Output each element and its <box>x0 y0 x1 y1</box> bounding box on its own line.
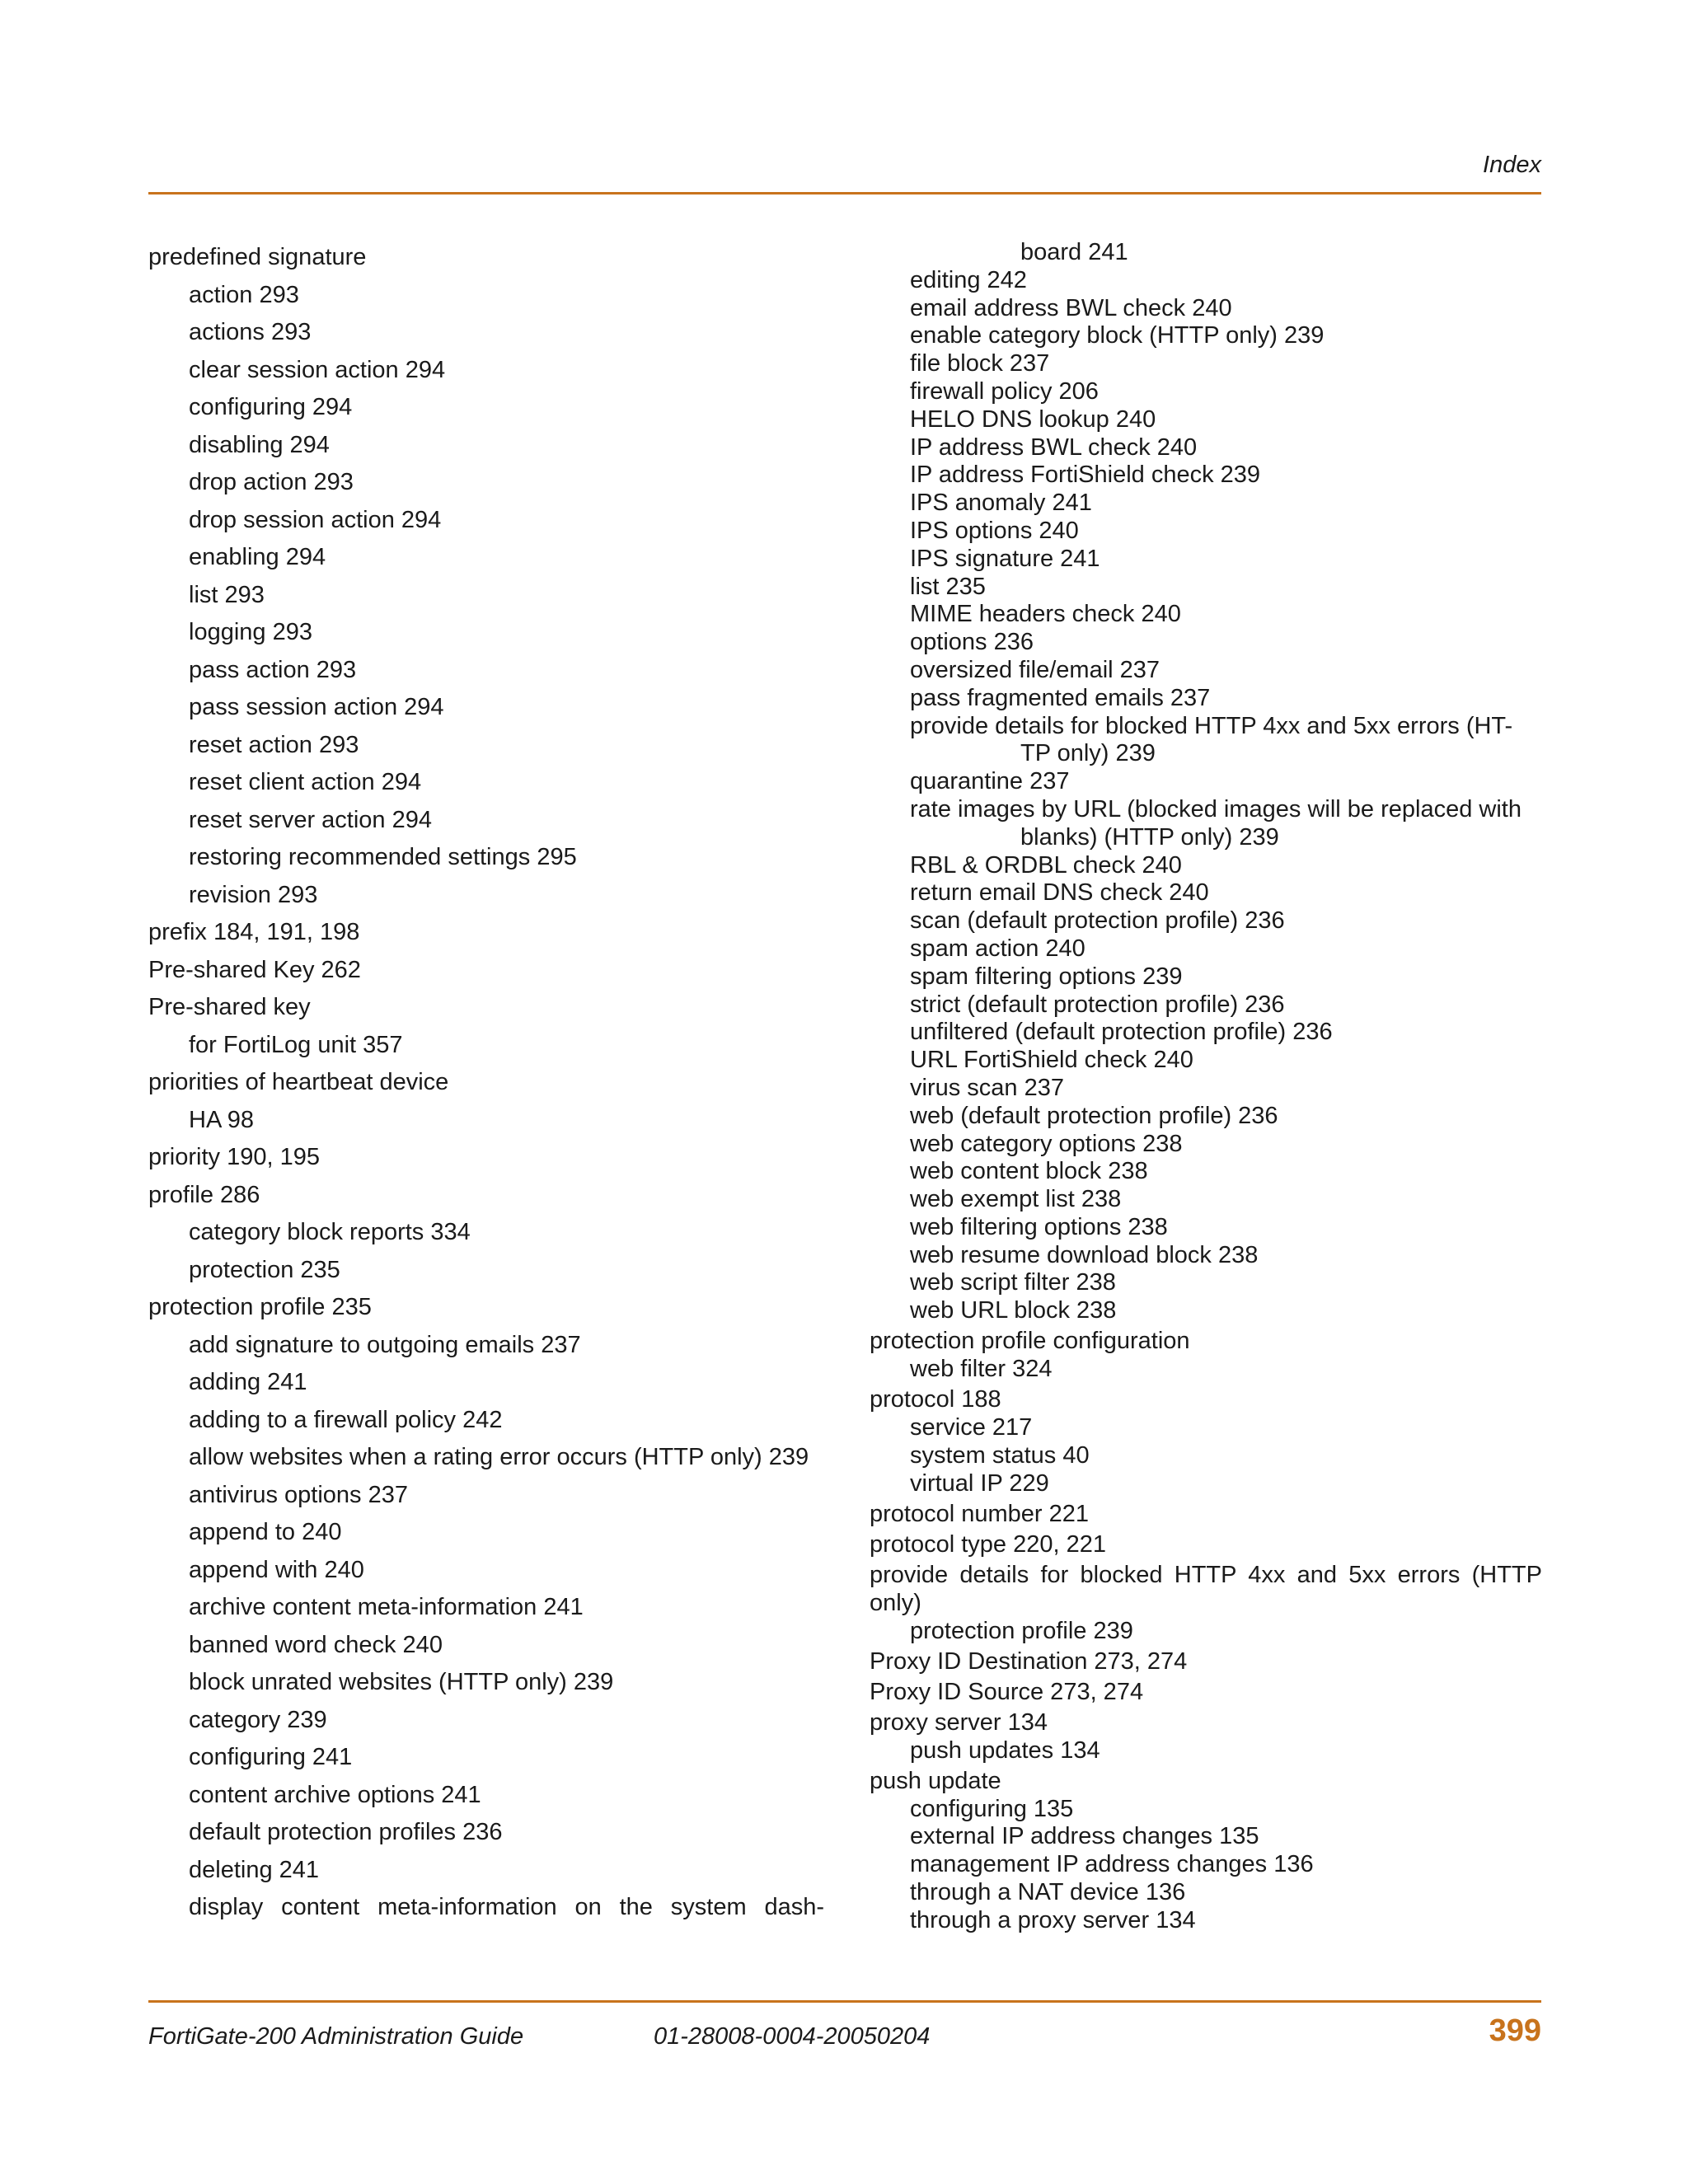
index-subentry: for FortiLog unit 357 <box>189 1031 403 1058</box>
index-subentry: default protection profiles 236 <box>189 1819 503 1845</box>
index-subentry: through a proxy server 134 <box>910 1906 1196 1933</box>
index-subentry: quarantine 237 <box>910 768 1070 795</box>
index-subentry: URL FortiShield check 240 <box>910 1047 1193 1074</box>
index-subentry: protection 235 <box>189 1256 340 1283</box>
index-subentry: external IP address changes 135 <box>910 1823 1259 1850</box>
index-subentry: options 236 <box>910 629 1034 656</box>
index-subentry: reset action 293 <box>189 731 359 758</box>
index-subentry: configuring 294 <box>189 394 353 420</box>
index-subentry: oversized file/email 237 <box>910 656 1160 683</box>
index-subentry: archive content meta-information 241 <box>189 1594 584 1620</box>
index-subentry: enabling 294 <box>189 544 326 570</box>
page-number: 399 <box>1489 2013 1541 2048</box>
index-subentry: append to 240 <box>189 1519 342 1545</box>
index-subentry: spam action 240 <box>910 935 1085 962</box>
index-entry: protocol number 221 <box>870 1500 1089 1527</box>
index-subentry: reset client action 294 <box>189 769 422 795</box>
index-subentry: protection profile 239 <box>910 1617 1133 1644</box>
index-subentry: virtual IP 229 <box>910 1469 1049 1497</box>
index-subentry: display content meta-information on the system dash- <box>189 1894 824 1920</box>
index-subentry: service 217 <box>910 1414 1033 1441</box>
index-subentry: web filter 324 <box>910 1356 1053 1383</box>
index-subentry: list 235 <box>910 573 986 600</box>
index-subentry: reset server action 294 <box>189 806 432 833</box>
index-entry: provide details for blocked HTTP 4xx and 5xx errors (HTTP only) <box>870 1561 1542 1616</box>
index-subentry: unfiltered (default protection profile) 236 <box>910 1019 1333 1046</box>
index-subentry: adding 241 <box>189 1369 307 1395</box>
index-subentry: banned word check 240 <box>189 1631 443 1658</box>
index-entry: priorities of heartbeat device <box>148 1069 449 1095</box>
running-header: Index <box>1483 152 1541 178</box>
index-subentry: through a NAT device 136 <box>910 1878 1186 1905</box>
index-subentry: file block 237 <box>910 350 1050 377</box>
index-entry: Proxy ID Source 273, 274 <box>870 1678 1144 1705</box>
index-column-right <box>870 239 1542 1934</box>
index-subentry: web resume download block 238 <box>910 1241 1259 1268</box>
index-subentry: actions 293 <box>189 319 312 345</box>
index-entry: profile 286 <box>148 1181 260 1208</box>
index-subentry: drop session action 294 <box>189 506 442 533</box>
index-subentry: strict (default protection profile) 236 <box>910 991 1285 1018</box>
index-subentry: pass fragmented emails 237 <box>910 684 1211 711</box>
index-subentry: pass session action 294 <box>189 694 444 720</box>
index-subentry: web content block 238 <box>910 1158 1148 1185</box>
index-subentry: MIME headers check 240 <box>910 601 1181 628</box>
index-subentry: web exempt list 238 <box>910 1186 1122 1213</box>
index-subentry: drop action 293 <box>189 469 354 495</box>
index-entry: Proxy ID Destination 273, 274 <box>870 1647 1188 1675</box>
index-subentry: system status 40 <box>910 1441 1090 1469</box>
index-subentry: IP address FortiShield check 239 <box>910 462 1261 489</box>
index-subentry: clear session action 294 <box>189 356 446 383</box>
index-subentry: spam filtering options 239 <box>910 963 1183 990</box>
index-entry: protocol 188 <box>870 1386 1001 1413</box>
index-entry: protocol type 220, 221 <box>870 1530 1106 1558</box>
header-rule <box>148 192 1541 194</box>
index-subentry: scan (default protection profile) 236 <box>910 907 1285 935</box>
index-subentry: pass action 293 <box>189 656 357 683</box>
page-footer <box>148 2013 1541 2063</box>
index-subentry: return email DNS check 240 <box>910 879 1209 907</box>
index-subentry: web (default protection profile) 236 <box>910 1102 1278 1129</box>
index-subentry: web URL block 238 <box>910 1297 1117 1324</box>
index-subentry: revision 293 <box>189 881 318 908</box>
index-subentry: editing 242 <box>910 266 1027 293</box>
index-subentry: category block reports 334 <box>189 1219 471 1245</box>
index-subentry: content archive options 241 <box>189 1781 481 1808</box>
index-subentry: configuring 135 <box>910 1795 1074 1822</box>
index-subentry: provide details for blocked HTTP 4xx and 5xx errors (HT-TP only) 239 <box>910 712 1513 767</box>
index-subentry: HA 98 <box>189 1106 254 1133</box>
index-subentry: board 241 <box>1020 239 1128 265</box>
index-subentry: list 293 <box>189 581 265 608</box>
index-subentry: add signature to outgoing emails 237 <box>189 1331 581 1358</box>
index-entry: push update <box>870 1767 1001 1794</box>
index-subentry: web script filter 238 <box>910 1269 1116 1296</box>
index-subentry: append with 240 <box>189 1556 364 1583</box>
index-subentry: push updates 134 <box>910 1736 1100 1764</box>
index-subentry: allow websites when a rating error occurs (HTTP only) 239 <box>189 1444 809 1470</box>
index-subentry: configuring 241 <box>189 1744 353 1770</box>
index-subentry: IPS options 240 <box>910 517 1079 544</box>
index-subentry: logging 293 <box>189 619 312 645</box>
index-subentry: web category options 238 <box>910 1130 1183 1157</box>
footer-rule <box>148 2000 1541 2003</box>
index-entry: Pre-shared Key 262 <box>148 956 361 983</box>
index-subentry: IP address BWL check 240 <box>910 434 1198 461</box>
index-entry: Pre-shared key <box>148 994 311 1020</box>
index-subentry: deleting 241 <box>189 1856 320 1883</box>
index-entry: predefined signature <box>148 244 367 270</box>
index-entry: protection profile configuration <box>870 1328 1190 1355</box>
index-subentry: virus scan 237 <box>910 1074 1064 1101</box>
index-subentry: email address BWL check 240 <box>910 294 1232 321</box>
index-entry: prefix 184, 191, 198 <box>148 919 360 945</box>
index-subentry: category 239 <box>189 1706 327 1733</box>
index-entry: protection profile 235 <box>148 1294 372 1320</box>
index-subentry: antivirus options 237 <box>189 1481 408 1508</box>
index-entry: proxy server 134 <box>870 1708 1048 1736</box>
index-subentry: management IP address changes 136 <box>910 1851 1314 1878</box>
index-subentry: HELO DNS lookup 240 <box>910 405 1156 433</box>
index-subentry: adding to a firewall policy 242 <box>189 1406 503 1433</box>
index-entry: priority 190, 195 <box>148 1144 320 1170</box>
index-subentry: RBL & ORDBL check 240 <box>910 851 1182 879</box>
index-subentry: IPS signature 241 <box>910 545 1100 572</box>
index-subentry: restoring recommended settings 295 <box>189 844 577 870</box>
index-subentry: action 293 <box>189 281 299 308</box>
index-subentry: IPS anomaly 241 <box>910 490 1092 517</box>
index-subentry: rate images by URL (blocked images will be replaced with blanks) (HTTP only) 239 <box>910 795 1522 851</box>
index-subentry: firewall policy 206 <box>910 377 1099 405</box>
index-subentry: web filtering options 238 <box>910 1213 1168 1240</box>
index-subentry: disabling 294 <box>189 431 330 458</box>
document-code: 01-28008-0004-20050204 <box>654 2023 931 2050</box>
index-column-left <box>148 239 824 1927</box>
index-subentry: block unrated websites (HTTP only) 239 <box>189 1669 614 1695</box>
guide-title: FortiGate-200 Administration Guide <box>148 2023 524 2050</box>
index-subentry: enable category block (HTTP only) 239 <box>910 322 1325 349</box>
